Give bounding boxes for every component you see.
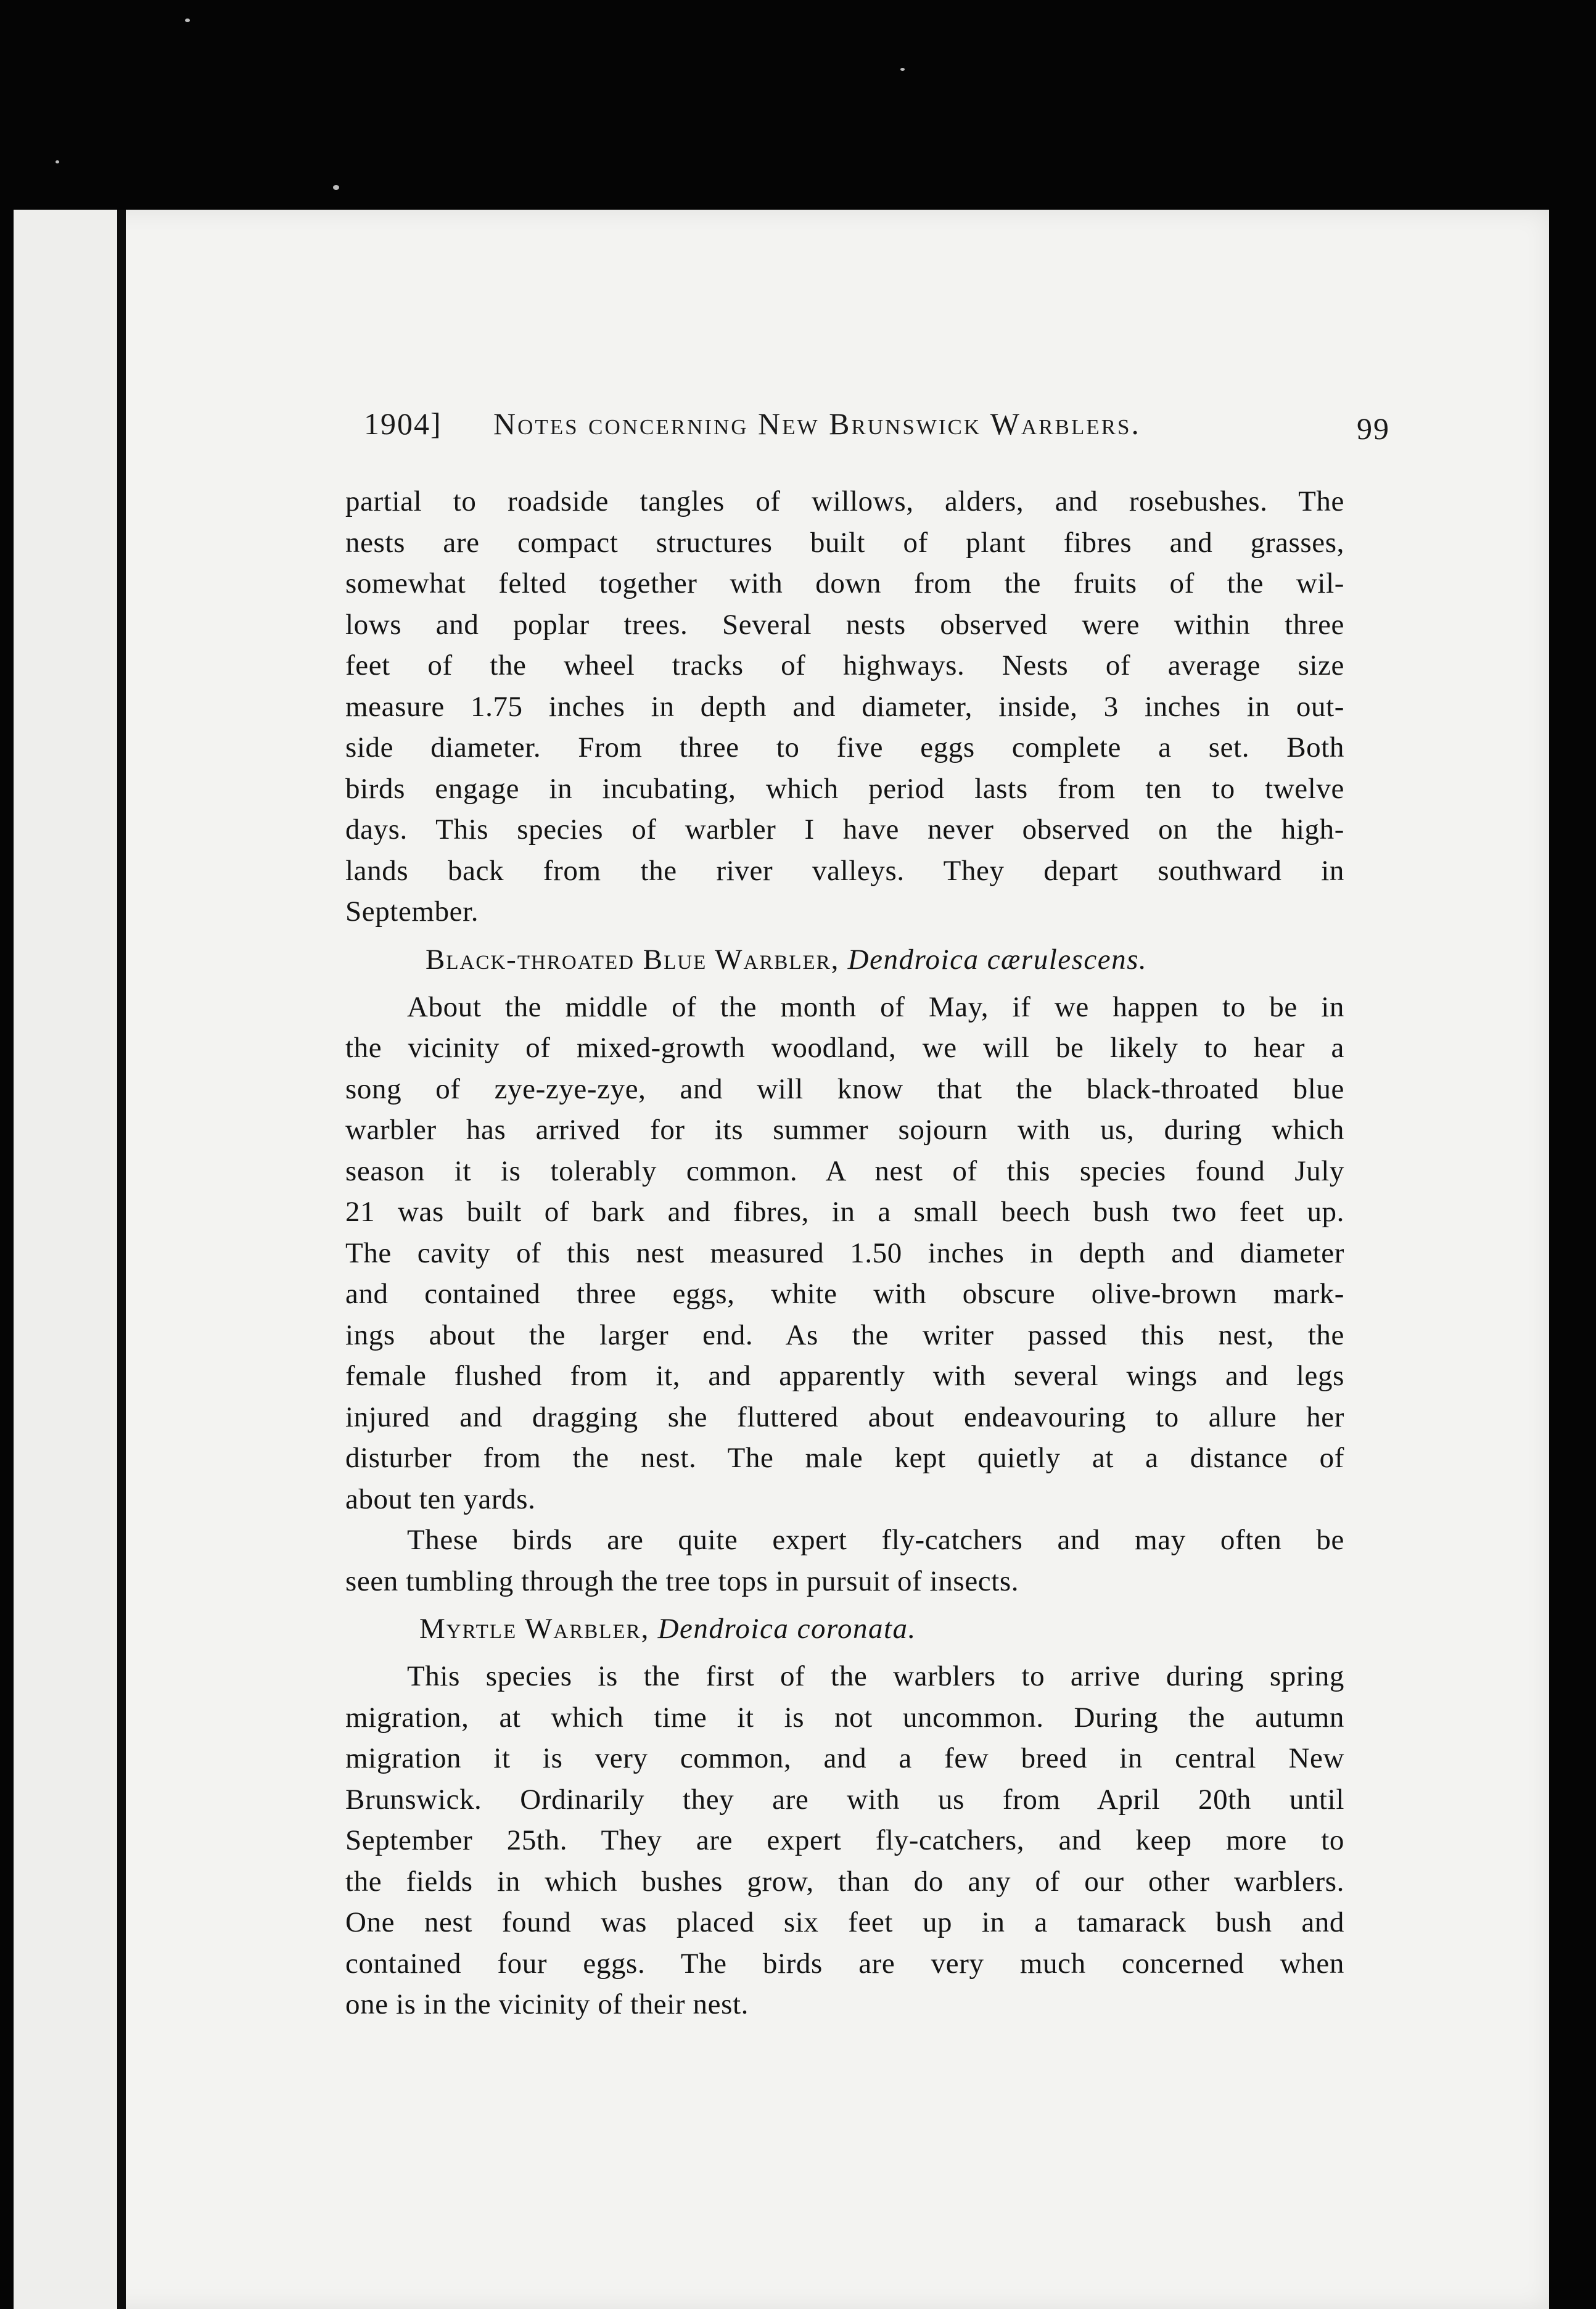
species-latin-name: Dendroica cærulescens. xyxy=(847,943,1148,976)
paragraph-myrtle-warbler xyxy=(345,1656,1344,2025)
text-line: song of zye-zye-zye, and will know that the black-throated blue xyxy=(345,1072,1344,1105)
text-line: migration it is very common, and a few breed in central New xyxy=(345,1742,1344,1774)
text-line: disturber from the nest. The male kept quietly at a distance of xyxy=(345,1442,1344,1474)
paragraph-fly-catchers xyxy=(345,1520,1344,1602)
text-line: somewhat felted together with down from the fruits of the wil- xyxy=(345,567,1344,599)
text-line: ings about the larger end. As the writer passed this nest, the xyxy=(345,1319,1344,1351)
species-heading-myrtle xyxy=(345,1602,1344,1656)
text-line: contained four eggs. The birds are very much concerned when xyxy=(345,1947,1344,1980)
text-line: female flushed from it, and apparently with several wings and legs xyxy=(345,1360,1344,1392)
text-line: the vicinity of mixed-growth woodland, we will be likely to hear a xyxy=(345,1032,1344,1064)
text-line: injured and dragging she fluttered about endeavouring to allure her xyxy=(345,1401,1344,1433)
text-line: These birds are quite expert fly-catchers and may often be xyxy=(407,1524,1344,1556)
dust-speck xyxy=(56,160,59,163)
page-number: 99 xyxy=(1357,411,1390,446)
text-line: Brunswick. Ordinarily they are with us from April 20th until xyxy=(345,1783,1344,1816)
dust-speck xyxy=(333,185,339,190)
text-line: measure 1.75 inches in depth and diameter, inside, 3 inches in out- xyxy=(345,690,1344,723)
text-line: 21 was built of bark and fibres, in a small beech bush two feet up. xyxy=(345,1196,1344,1228)
text-line: feet of the wheel tracks of highways. Nests of average size xyxy=(345,649,1344,681)
text-line: about ten yards. xyxy=(345,1483,536,1515)
running-head-title: Notes concerning New Brunswick Warblers. xyxy=(493,406,1141,441)
running-head xyxy=(364,401,1390,450)
text-line: nests are compact structures built of plant fibres and grasses, xyxy=(345,526,1344,559)
text-line: partial to roadside tangles of willows, alders, and rosebushes. The xyxy=(345,485,1344,517)
facing-page-edge xyxy=(14,210,117,2309)
text-line: one is in the vicinity of their nest. xyxy=(345,1988,749,2020)
body-text xyxy=(345,481,1344,2025)
text-line: warbler has arrived for its summer sojourn with us, during which xyxy=(345,1114,1344,1146)
dust-speck xyxy=(185,19,190,22)
book-gutter xyxy=(117,210,126,2309)
dust-speck xyxy=(900,68,905,71)
paragraph-roadside-tangles xyxy=(345,481,1344,932)
text-line: One nest found was placed six feet up in a tamarack bush and xyxy=(345,1906,1344,1938)
text-line: and contained three eggs, white with obscure olive-brown mark- xyxy=(345,1278,1344,1310)
text-line: days. This species of warbler I have never observed on the high- xyxy=(345,813,1344,846)
text-line: The cavity of this nest measured 1.50 inches in depth and diameter xyxy=(345,1237,1344,1269)
species-common-name: Myrtle Warbler, xyxy=(419,1613,650,1645)
species-common-name: Black-throated Blue Warbler, xyxy=(426,943,840,976)
text-line: lands back from the river valleys. They depart southward in xyxy=(345,854,1344,887)
text-line: birds engage in incubating, which period lasts from ten to twelve xyxy=(345,772,1344,805)
text-line: September. xyxy=(345,895,479,928)
text-line: migration, at which time it is not uncommon. During the autumn xyxy=(345,1701,1344,1734)
running-head-year: 1904] xyxy=(364,406,442,441)
text-line: About the middle of the month of May, if we happen to be in xyxy=(407,990,1344,1023)
text-line: side diameter. From three to five eggs complete a set. Both xyxy=(345,731,1344,763)
species-heading-black-throated-blue xyxy=(345,932,1344,987)
text-line: seen tumbling through the tree tops in pursuit of insects. xyxy=(345,1565,1019,1597)
text-line: September 25th. They are expert fly-catchers, and keep more to xyxy=(345,1824,1344,1856)
species-latin-name: Dendroica coronata. xyxy=(657,1613,916,1645)
text-line: the fields in which bushes grow, than do any of our other warblers. xyxy=(345,1865,1344,1898)
paragraph-black-throated-blue xyxy=(345,987,1344,1520)
text-line: This species is the first of the warblers to arrive during spring xyxy=(407,1660,1344,1692)
text-line: lows and poplar trees. Several nests observed were within three xyxy=(345,608,1344,641)
text-line: season it is tolerably common. A nest of this species found July xyxy=(345,1154,1344,1187)
